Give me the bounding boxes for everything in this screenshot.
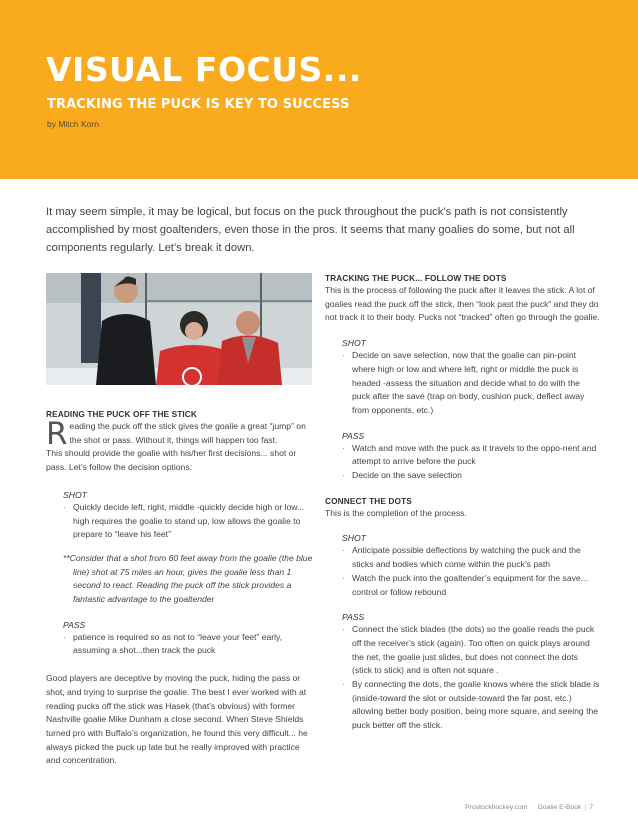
list-item: · Decide on save selection, now that the goalie can pin-point where high or low and where left, right or middle the puck is headed -assess the situation and decide what to do with the puck after the save (trap on body, cushion puck, deflect away from opponents, etc.) [342,349,600,418]
shot-list [63,501,316,542]
drop-cap: R [46,416,68,452]
page-footer [465,804,593,811]
pass-list [342,442,600,483]
page-subtitle: TRACKING THE PUCK IS KEY TO SUCCESS [47,97,350,112]
author-byline: by Mitch Korn [47,119,99,129]
shot-label: SHOT [63,489,87,500]
section-heading-connect-dots: CONNECT THE DOTS [325,495,412,506]
intro-paragraph: It may seem simple, it may be logical, but focus on the puck throughout the puck’s path is not consistently accomplished by most goaltenders, even those in the pros. It seems that many goalies do some, but not all components regularly. Let’s break it down. [46,206,575,254]
list-item: · Decide on the save selection [342,469,600,483]
list-item: · Watch and move with the puck as it travels to the oppo-nent and attempt to arrive before the puck [342,442,600,469]
footer-book: Goalie E-Book [537,804,582,811]
rink-photo-illustration [46,273,312,385]
list-item: · Quickly decide left, right, middle -quickly decide high or low... high requires the goalie to stand up, low allows the goalie to prepare to “leave his feet” [63,501,316,542]
list-item: · patience is required so as not to “leave your feet” early, assuming a shot...then track the puck [63,631,316,658]
section-heading-tracking: TRACKING THE PUCK... FOLLOW THE DOTS [325,273,507,283]
list-item: · Watch the puck into the goaltender’s equipment for the save... control or follow rebound [342,572,600,599]
footer-separator: · [531,804,534,811]
pass-label: PASS [63,619,86,630]
list-item: · Anticipate possible deflections by watching the puck and the sticks and bodies which come within the puck’s path [342,544,600,571]
shot-list [342,349,600,418]
pass-list [63,631,316,658]
list-item: · Connect the stick blades (the dots) so the goalie reads the puck off the receiver’s stick (again). Too often on quick plays around the net, the goalie just slides, but does not connect the dots (stick to stick) and is often not square . [342,623,600,678]
good-players-paragraph: Good players are deceptive by moving the puck, hiding the pass or shot, and trying to surprise the goalie. The best I ever worked with at reading pucks off the stick was Hasek (that’s obvious) with former Nashville goalie Mike Dunham a close second. When Steve Shields turned pro with Buffalo’s organization, he found this very difficult... he always picked the puck up late but he really improved with practice and concentration. [46,673,308,766]
section-heading-reading-puck: READING THE PUCK OFF THE STICK [46,409,197,419]
tracking-paragraph: This is the process of following the puck after it leaves the stick. A lot of goalies read the puck off the stick, then “look past the puck” and they do not track it to their body. Pucks not “tracked” often go through the goalie. [325,285,600,323]
shot-label: SHOT [342,533,366,544]
decision-paragraph: This should provide the goalie with his/her first decisions... shot or pass. Let’s follow the decision options: [46,448,297,473]
shot-list [342,544,600,599]
consider-note: **Consider that a shot from 60 feet away from the goalie (the blue line) shot at 75 miles an hour, gives the goalie less than 1 second to react. Reading the puck off the stick provides a fantastic advantage to the goaltender [63,552,313,605]
footer-bar: | [584,804,587,811]
page-title: VISUAL FOCUS... [46,50,362,89]
header-banner [0,0,638,179]
footer-site: Prostockhockey.com [465,804,528,811]
pass-label: PASS [342,430,365,441]
page-number: 7 [589,804,593,811]
pass-list [342,623,600,733]
reading-puck-text: eading the puck off the stick gives the goalie a great “jump” on the shot or pass. Without it, things will happen too fast. [69,421,306,445]
reading-puck-paragraph [46,416,316,452]
photo-three-people-icon [46,273,312,385]
connect-dots-paragraph: This is the completion of the process. [325,507,467,518]
list-item: · By connecting the dots, the goalie knows where the stick blade is (inside-toward the slot or outside-toward the far post, etc.) allowing better body position, being more square, and seeing the puck better off the stick. [342,678,600,733]
shot-label: SHOT [342,338,366,349]
right-column [325,272,600,733]
left-column [46,408,316,768]
pass-label: PASS [342,612,365,623]
